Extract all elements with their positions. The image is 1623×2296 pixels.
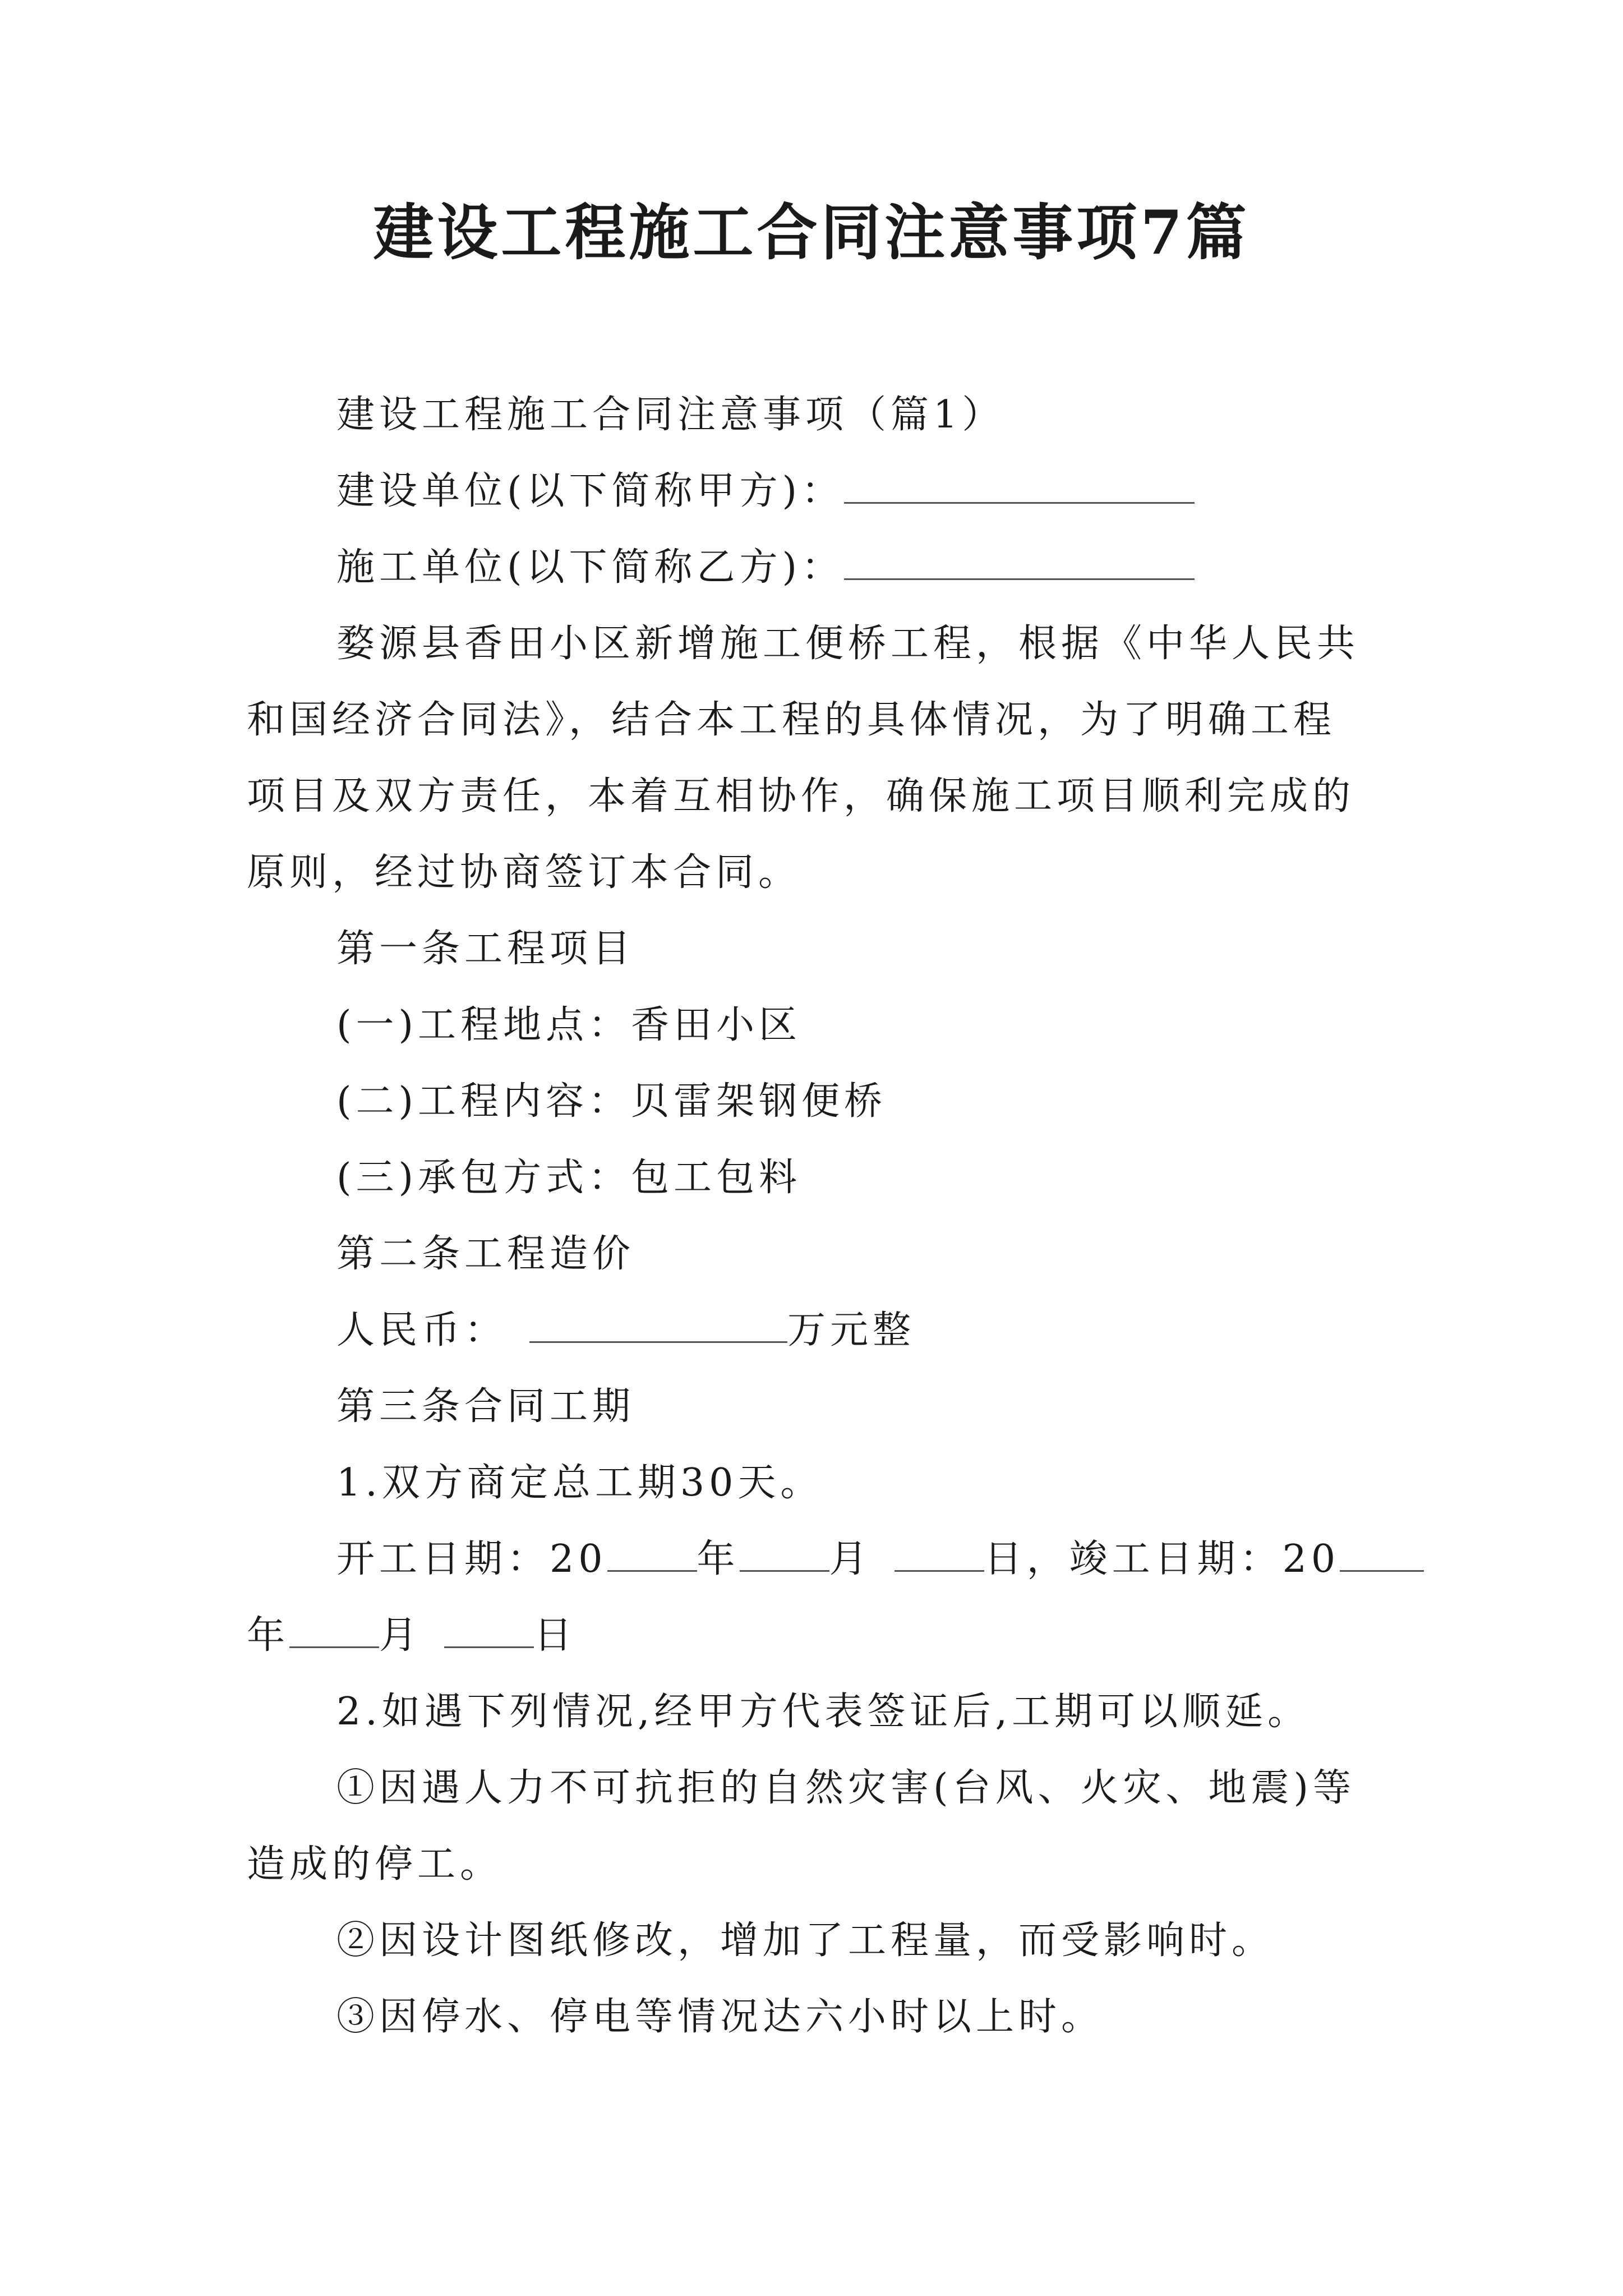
clause-line: (一)工程地点：香田小区 <box>336 1003 802 1047</box>
party-a-line <box>336 463 1195 519</box>
clause-line: (三)承包方式：包工包料 <box>336 1156 802 1200</box>
price-blank <box>529 1308 787 1343</box>
date-blank <box>895 1536 984 1572</box>
party-b-blank <box>844 545 1195 580</box>
end-date-label: 日，竣工日期：20 <box>984 1537 1340 1581</box>
clause-line: 1.双方商定总工期30天。 <box>336 1461 823 1505</box>
date-unit: 日 <box>534 1613 577 1658</box>
clause-line: 2.如遇下列情况,经甲方代表签证后,工期可以顺延。 <box>336 1690 1311 1734</box>
section-heading: 建设工程施工合同注意事项（篇1） <box>336 393 1005 437</box>
document-title: 建设工程施工合同注意事项7篇 <box>373 197 1250 268</box>
start-date-label: 开工日期：20 <box>336 1537 607 1581</box>
clause-line: ②因设计图纸修改，增加了工程量，而受影响时。 <box>336 1918 1275 1963</box>
date-unit: 月 <box>829 1537 872 1581</box>
article-heading: 第二条工程造价 <box>336 1232 635 1276</box>
article-heading: 第一条工程项目 <box>336 927 635 971</box>
date-blank <box>1340 1536 1424 1572</box>
date-blank <box>444 1613 534 1648</box>
paragraph-line: 和国经济合同法》，结合本工程的具体情况，为了明确工程 <box>247 698 1336 742</box>
party-b-line <box>336 540 1195 596</box>
clause-line: (二)工程内容：贝雷架钢便桥 <box>336 1079 887 1124</box>
date-blank <box>740 1536 829 1572</box>
price-label: 人民币： <box>336 1308 508 1352</box>
party-a-blank <box>844 468 1195 504</box>
article-heading: 第三条合同工期 <box>336 1384 635 1429</box>
party-a-label: 建设单位(以下简称甲方)： <box>336 469 845 513</box>
clause-line: ③因停水、停电等情况达六小时以上时。 <box>336 1995 1104 2039</box>
date-line <box>336 1531 1424 1588</box>
date-unit: 月 <box>379 1613 422 1658</box>
clause-line: 造成的停工。 <box>247 1842 503 1887</box>
paragraph-line: 婺源县香田小区新增施工便桥工程，根据《中华人民共 <box>336 622 1360 666</box>
date-unit: 年 <box>697 1537 740 1581</box>
price-line <box>336 1303 915 1359</box>
paragraph-line: 项目及双方责任，本着互相协作，确保施工项目顺利完成的 <box>247 774 1355 818</box>
date-blank <box>289 1613 379 1648</box>
paragraph-line: 原则，经过协商签订本合同。 <box>247 850 801 895</box>
date-blank <box>607 1536 697 1572</box>
price-unit: 万元整 <box>787 1308 916 1352</box>
date-unit: 年 <box>247 1613 290 1658</box>
party-b-label: 施工单位(以下简称乙方)： <box>336 545 845 590</box>
date-line-continued <box>247 1608 577 1664</box>
clause-line: ①因遇人力不可抗拒的自然灾害(台风、火灾、地震)等 <box>336 1766 1356 1810</box>
